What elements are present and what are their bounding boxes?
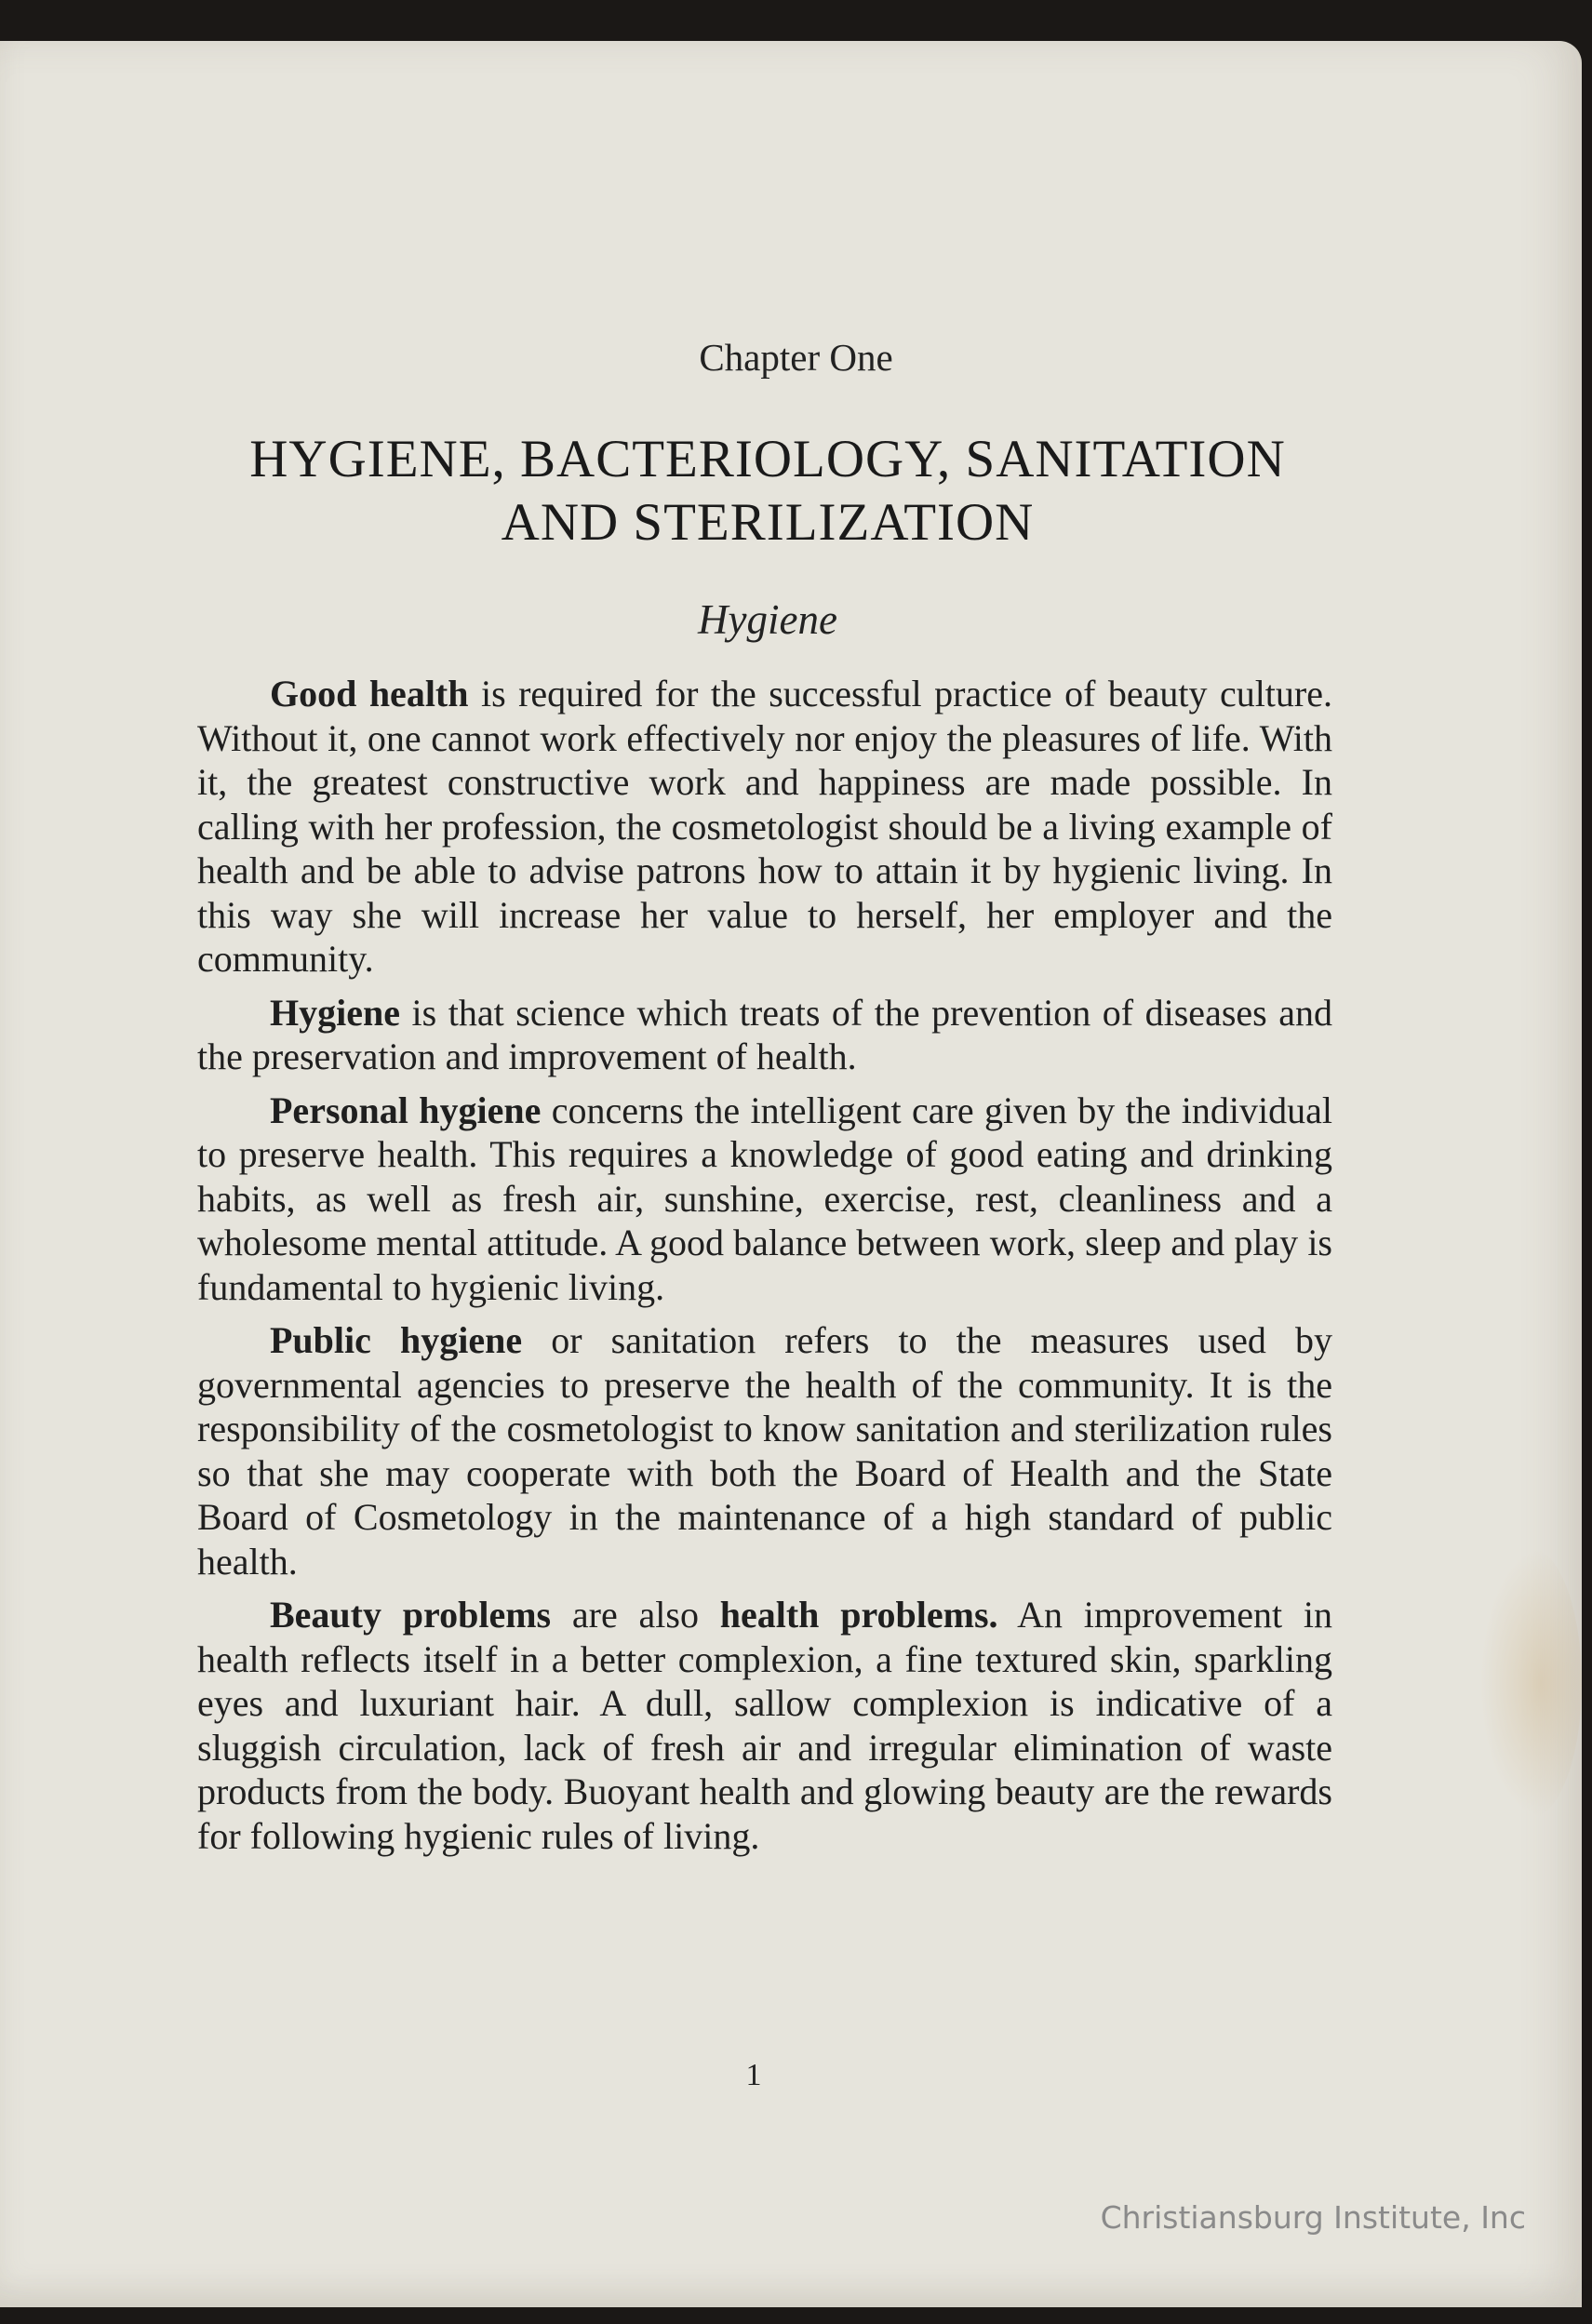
paragraph	[197, 1318, 1332, 1583]
paragraph	[197, 1089, 1332, 1310]
paragraph-term: Personal hygiene	[270, 1089, 542, 1131]
paragraph-term: Public hygiene	[270, 1319, 523, 1361]
paragraph-text: An improvement in health reflects itself in a better complexion, a fine textured skin, sparkling eyes and luxuriant hair. A dull, sallow complexion is indicative of a sluggish circulation, lack of fresh air and irregular elimination of waste products from the body. Buoyant health and glowing beauty are the rewards for following hygienic rules of living.	[197, 1594, 1332, 1857]
paragraph-term: Hygiene	[270, 991, 400, 1034]
chapter-title	[0, 428, 1535, 554]
body-text	[197, 672, 1332, 1867]
chapter-title-line-1: HYGIENE, BACTERIOLOGY, SANITATION	[249, 430, 1286, 488]
paragraph-text: is that science which treats of the prevention of diseases and the preservation and improvement of health.	[197, 991, 1332, 1077]
paragraph	[197, 672, 1332, 982]
paragraph-text: is required for the successful practice of beauty culture. Without it, one cannot work effectively nor enjoy the pleasures of life. With it, the greatest constructive work and happiness are made possible. In calling with her profession, the cosmetologist should be a living example of health and be able to advise patrons how to attain it by hygienic living. In this way she will increase her value to herself, her employer and the community.	[197, 673, 1332, 980]
chapter-title-line-2: AND STERILIZATION	[501, 493, 1035, 552]
watermark: Christiansburg Institute, Inc	[1100, 2199, 1526, 2236]
paragraph	[197, 991, 1332, 1079]
section-heading: Hygiene	[698, 596, 837, 643]
paragraph-term: Good health	[270, 673, 469, 715]
chapter-label: Chapter One	[699, 336, 893, 379]
paragraph-text: or sanitation refers to the measures used by governmental agencies to preserve the health of the community. It is the responsibility of the cosmetologist to know sanitation and sterilization rules so that she may cooperate with both the Board of Health and the State Board of Cosmetology in the maintenance of a high standard of public health.	[197, 1319, 1332, 1583]
paragraph	[197, 1593, 1332, 1858]
paragraph-text: concerns the intelligent care given by the individual to preserve health. This requires a knowledge of good eating and drinking habits, as well as fresh air, sunshine, exercise, rest, cleanliness and a wholesome mental attitude. A good balance between work, sleep and play is fundamental to hygienic living.	[197, 1089, 1333, 1308]
paragraph-term: Beauty problems	[270, 1594, 552, 1636]
paragraph-term: health problems.	[719, 1594, 998, 1636]
page-number: 1	[745, 2058, 762, 2092]
paragraph-text: are also	[551, 1594, 720, 1636]
paper-stain	[1479, 1548, 1582, 1818]
